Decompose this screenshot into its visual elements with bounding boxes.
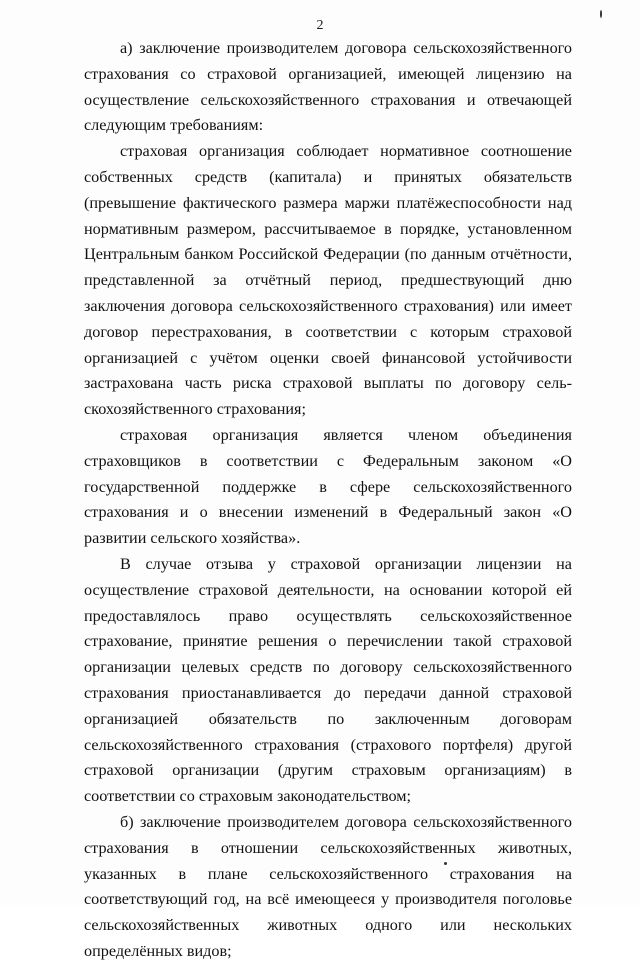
paragraph-association-membership: страховая организация является членом объединения страховщиков в соответствии с Федеральным законом «О государственной поддержке в сфере сельскохозяйственного страхования и о внесении изменений в Федеральный закон «О развитии сельского хозяйства». bbox=[84, 425, 572, 548]
paragraph-capital-requirement: страховая организация соблюдает нормативное соотношение собственных средств (капитала) и принятых обязательств (превышение фактического размера маржи платёжеспособности над нормативным размером, рассчитываемое в порядке, установленном Центральным банком Российской Федерации (по данным отчётности, представленной за отчётный период, предшествующий дню заключения договора сельскохозяйственного страхования) или имеет договор перестрахования, в соответствии с которым страховой организацией с учётом оценки своей финансовой устойчивости застрахована часть риска страховой выплаты по договору сельскохозяйственного страхования; bbox=[84, 142, 572, 419]
paragraph-b: б) заключение производителем договора сельскохозяйственного страхования в отношении сельскохозяйственных животных, указанных в плане сельскохозяйственного страхования на соответствующий год, на всё имеющееся у производителя поголовье сельскохозяйственных животных одного или нескольких определённых видов; bbox=[84, 812, 572, 960]
scan-artifact-bottom bbox=[444, 862, 447, 865]
document-body bbox=[84, 36, 572, 965]
paragraph-license-revocation: В случае отзыва у страховой организации лицензии на осуществление страховой деятельности, на основании которой ей предоставлялось право осуществлять сельскохозяйственное страхование, принятие решения о перечислении такой страховой организации целевых средств по договору сельскохозяйственного страхования приостанавливается до передачи данной страховой организацией обязательств по заключенным договорам сельскохозяйственного страхования (страхового портфеля) другой страховой организации (другим страховым организациям) в соответствии со страховым законодательством; bbox=[84, 554, 572, 806]
scan-artifact-top-right bbox=[600, 10, 602, 18]
paragraph-a: а) заключение производителем договора сельскохозяйственного страхования со страховой организацией, имеющей лицензию на осуществление сельскохозяйственного страхования и отвечающей следующим требованиям: bbox=[84, 39, 572, 135]
page-number: 2 bbox=[316, 18, 324, 33]
